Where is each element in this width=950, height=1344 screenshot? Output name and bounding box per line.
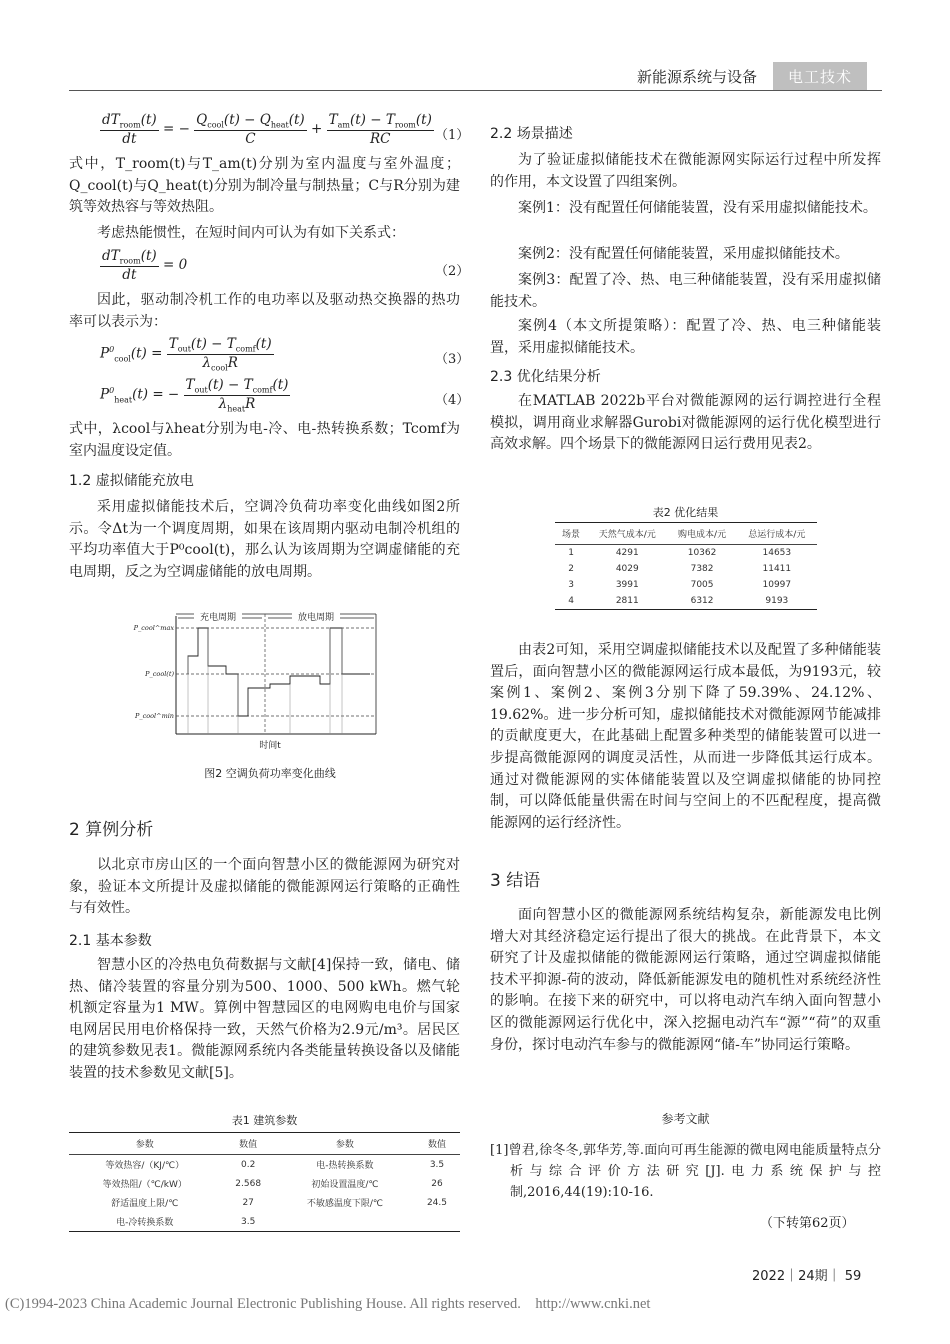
- table-cell: 3: [568, 580, 574, 590]
- table-1-building-params: [69, 1132, 460, 1232]
- footer-issue-text: 2022｜24期｜: [752, 1269, 841, 1284]
- equation-3-number: （3）: [435, 352, 470, 367]
- table-2-header-cell: 购电成本/元: [667, 523, 736, 545]
- table-2-header-cell: 总运行成本/元: [737, 523, 817, 545]
- equation-1: $\frac{dT_{room}(t)}{dt}$ = − $\frac{Q_{cool}(t) - Q_{heat}(t)}{C}$ + $\frac{T_{am}(t) - T_{room}(t)}{RC}$: [102, 112, 432, 147]
- table-cell: 11411: [762, 564, 792, 574]
- figure-2-load-curve: [133, 606, 390, 756]
- header-journal-badge: 电工技术: [773, 62, 867, 90]
- table-row: [69, 1155, 460, 1175]
- table-cell: 6312: [690, 596, 714, 606]
- paragraph-optimization: 在MATLAB 2022b平台对微能源网的运行调控进行全程模拟，调用商业求解器Gurobi对微能源网的运行优化模型进行高效求解。四个场景下的微能源网日运行费用见表2。: [490, 393, 881, 453]
- equation-3: $P^0_{cool}(t)$ = $\frac{T_{out}(t) - T_{comf}(t)}{\lambda_{cool}R}$: [100, 336, 272, 373]
- paragraph-case-1: 案例1：没有配置任何储能装置，没有采用虚拟储能技术。: [518, 200, 877, 216]
- paragraph-results-analysis: 由表2可知，采用空调虚拟储能技术以及配置了多种储能装置后，面向智慧小区的微能源网运行成本最低，为9193元，较案例1、案例2、案例3分别下降了59.39%、24.12%、19.62%。进一步分析可知，虚拟储能技术对微能源网节能减排的贡献度更大，在此基础上配置多种类型的储能装置可以进一步提高微能源网的调度灵活性，从而进一步降低其运行成本。通过对微能源网的实体储能装置以及空调虚拟储能的协同控制，可以降低能量供需在时间与空间上的不匹配程度，提高微能源网的运行经济性。: [490, 642, 881, 831]
- table-cell: 7005: [690, 580, 714, 590]
- table-cell: 3.5: [429, 1159, 445, 1170]
- table-2-header-cell: 场景: [555, 523, 587, 545]
- table-2-optimization-results: [555, 522, 817, 610]
- table-cell: 3.5: [241, 1216, 256, 1227]
- table-cell: [276, 1212, 414, 1232]
- table-row: [555, 545, 817, 562]
- heading-2-1: 2.1 基本参数: [69, 933, 152, 949]
- paragraph-eq1-notes: 式中，T_room(t)与T_am(t)分别为室内温度与室外温度；Q_cool(t)与Q_heat(t)分别为制冷量与制热量；C与R分别为建筑等效热容与等效热阻。: [69, 156, 460, 216]
- table-cell: 10997: [762, 580, 792, 590]
- equation-2: $\frac{dT_{room}(t)}{dt}$ = 0: [102, 248, 188, 283]
- table-cell: 1: [568, 548, 574, 558]
- header-section: 新能源系统与设备: [637, 67, 758, 86]
- table-cell: 等效热阻/（℃/kW）: [102, 1180, 187, 1190]
- y-label-max: P_cool^max: [133, 624, 174, 632]
- continued-note: （下转第62页）: [760, 1216, 855, 1231]
- equation-2-number: （2）: [435, 264, 470, 279]
- table-row: [69, 1212, 460, 1232]
- references-title: 参考文献: [661, 1112, 710, 1126]
- table-cell: [414, 1212, 460, 1232]
- paragraph-conclusion: 面向智慧小区的微能源网系统结构复杂，新能源发电比例增大对其经济稳定运行提出了很大的挑战。在此背景下，本文研究了计及虚拟储能的微能源网运行策略，通过空调虚拟储能技术平抑源-荷的波动，降低新能源发电的随机性对系统经济性的影响。在接下来的研究中，可以将电动汽车纳入面向智慧小区的微能源网运行优化中，深入挖掘电动汽车“源”“荷”的双重身份，探讨电动汽车参与的微能源网“储-车”协同运行策略。: [490, 907, 881, 1053]
- paragraph-case-2: 案例2：没有配置任何储能装置，采用虚拟储能技术。: [518, 246, 849, 262]
- table-2-caption: 表2 优化结果: [652, 506, 719, 519]
- equation-4-number: （4）: [435, 393, 470, 408]
- table-row: [555, 577, 817, 593]
- discharge-period-label: 放电周期: [297, 613, 335, 623]
- table-cell: 0.2: [241, 1159, 256, 1170]
- paragraph-case-4: 案例4（本文所提策略）：配置了冷、热、电三种储能装置，采用虚拟储能技术。: [490, 318, 881, 356]
- table-1-header-cell: 数值: [414, 1133, 460, 1155]
- table-cell: 9193: [765, 596, 789, 606]
- running-header: [637, 62, 867, 90]
- heading-1-2: 1.2 虚拟储能充放电: [69, 473, 194, 489]
- heading-3: 3 结语: [490, 871, 541, 891]
- table-cell: 4291: [615, 548, 639, 558]
- table-2-header-cell: 天然气成本/元: [587, 523, 667, 545]
- table-cell: 舒适温度上限/℃: [111, 1199, 179, 1209]
- footer-issue: [752, 1265, 861, 1284]
- table-row: [555, 593, 817, 610]
- copyright-line: (C)1994-2023 China Academic Journal Electronic Publishing House. All rights reserved. http://www.cnki.net: [5, 1296, 651, 1312]
- y-label-mid: P_cool(t): [145, 670, 174, 678]
- table-row: [69, 1193, 460, 1212]
- table-cell: 7382: [690, 564, 714, 574]
- table-cell: 初始设置温度/℃: [311, 1180, 379, 1190]
- table-cell: 24.5: [426, 1197, 447, 1208]
- header-rule: [69, 90, 882, 91]
- footer-page-number: 59: [844, 1269, 862, 1284]
- paragraph-basic-params: 智慧小区的冷热电负荷数据与文献[4]保持一致，储电、储热、储冷装置的容量分别为500、1000、500 kWh。燃气轮机额定容量为1 MW。算例中智慧园区的电网购电电价与国家电网居民用电价格保持一致，天然气价格为2.9元/m³。居民区的建筑参数见表1。微能源网系统内各类能量转换设备以及储能装置的技术参数见文献[5]。: [69, 957, 460, 1081]
- paragraph-virtual-storage: 采用虚拟储能技术后，空调冷负荷功率变化曲线如图2所示。令Δt为一个调度周期，如果在该周期内驱动电制冷机组的平均功率值大于P⁰cool(t)，那么认为该周期为空调虚储能的充电周期，反之为空调虚储能的放电周期。: [69, 499, 460, 580]
- table-cell: 不敏感温度下限/℃: [306, 1199, 383, 1209]
- table-1-header-cell: 参数: [276, 1133, 414, 1155]
- equation-1-number: （1）: [435, 128, 470, 143]
- equation-4: $P^0_{heat}(t)$ = − $\frac{T_{out}(t) - T_{comf}(t)}{\lambda_{heat}R}$: [100, 377, 289, 414]
- table-cell: 26: [431, 1178, 443, 1189]
- heading-2-3: 2.3 优化结果分析: [490, 369, 601, 385]
- table-cell: 2.568: [235, 1178, 262, 1189]
- paragraph-inertia: 考虑热能惯性，在短时间内可认为有如下关系式：: [97, 225, 405, 241]
- table-cell: 10362: [687, 548, 717, 558]
- table-1-header-row: [69, 1133, 460, 1155]
- x-axis-label: 时间t: [259, 741, 281, 751]
- paragraph-power: 因此，驱动制冷机工作的电功率以及驱动热交换器的热功率可以表示为：: [69, 292, 460, 330]
- table-1-header-cell: 数值: [220, 1133, 275, 1155]
- table-cell: 等效热容/（KJ/℃）: [105, 1161, 185, 1171]
- table-cell: 2811: [615, 596, 639, 606]
- table-cell: 14653: [762, 548, 792, 558]
- table-cell: 4029: [615, 564, 639, 574]
- table-cell: 电-冷转换系数: [116, 1218, 174, 1228]
- figure-2-caption: 图2 空调负荷功率变化曲线: [204, 767, 336, 780]
- table-row: [555, 561, 817, 577]
- paragraph-case-3: 案例3：配置了冷、热、电三种储能装置，没有采用虚拟储能技术。: [490, 272, 881, 310]
- table-cell: 3991: [615, 580, 639, 590]
- table-1-caption: 表1 建筑参数: [231, 1114, 298, 1127]
- heading-2: 2 算例分析: [69, 820, 154, 840]
- table-2-header-row: [555, 523, 817, 545]
- table-1-header-cell: 参数: [69, 1133, 220, 1155]
- paragraph-eq4-notes: 式中，λcool与λheat分别为电-冷、电-热转换系数；Tcomf为室内温度设定值。: [69, 421, 460, 459]
- heading-2-2: 2.2 场景描述: [490, 126, 573, 142]
- table-row: [69, 1174, 460, 1193]
- reference-1: [1]曾君,徐冬冬,郭华芳,等.面向可再生能源的微电网电能质量特点分析与综合评价方法研究[J].电力系统保护与控制,2016,44(19):10-16.: [490, 1143, 881, 1200]
- paragraph-scenario-intro: 为了验证虚拟储能技术在微能源网实际运行过程中所发挥的作用，本文设置了四组案例。: [490, 152, 881, 190]
- charge-period-label: 充电周期: [199, 613, 237, 623]
- table-cell: 4: [568, 596, 574, 606]
- paragraph-case-study: 以北京市房山区的一个面向智慧小区的微能源网为研究对象，验证本文所提计及虚拟储能的微能源网运行策略的正确性与有效性。: [69, 857, 460, 917]
- y-label-min: P_cool^min: [134, 712, 174, 720]
- table-cell: 2: [568, 564, 574, 574]
- table-cell: 27: [242, 1197, 254, 1208]
- table-cell: 电-热转换系数: [316, 1161, 374, 1171]
